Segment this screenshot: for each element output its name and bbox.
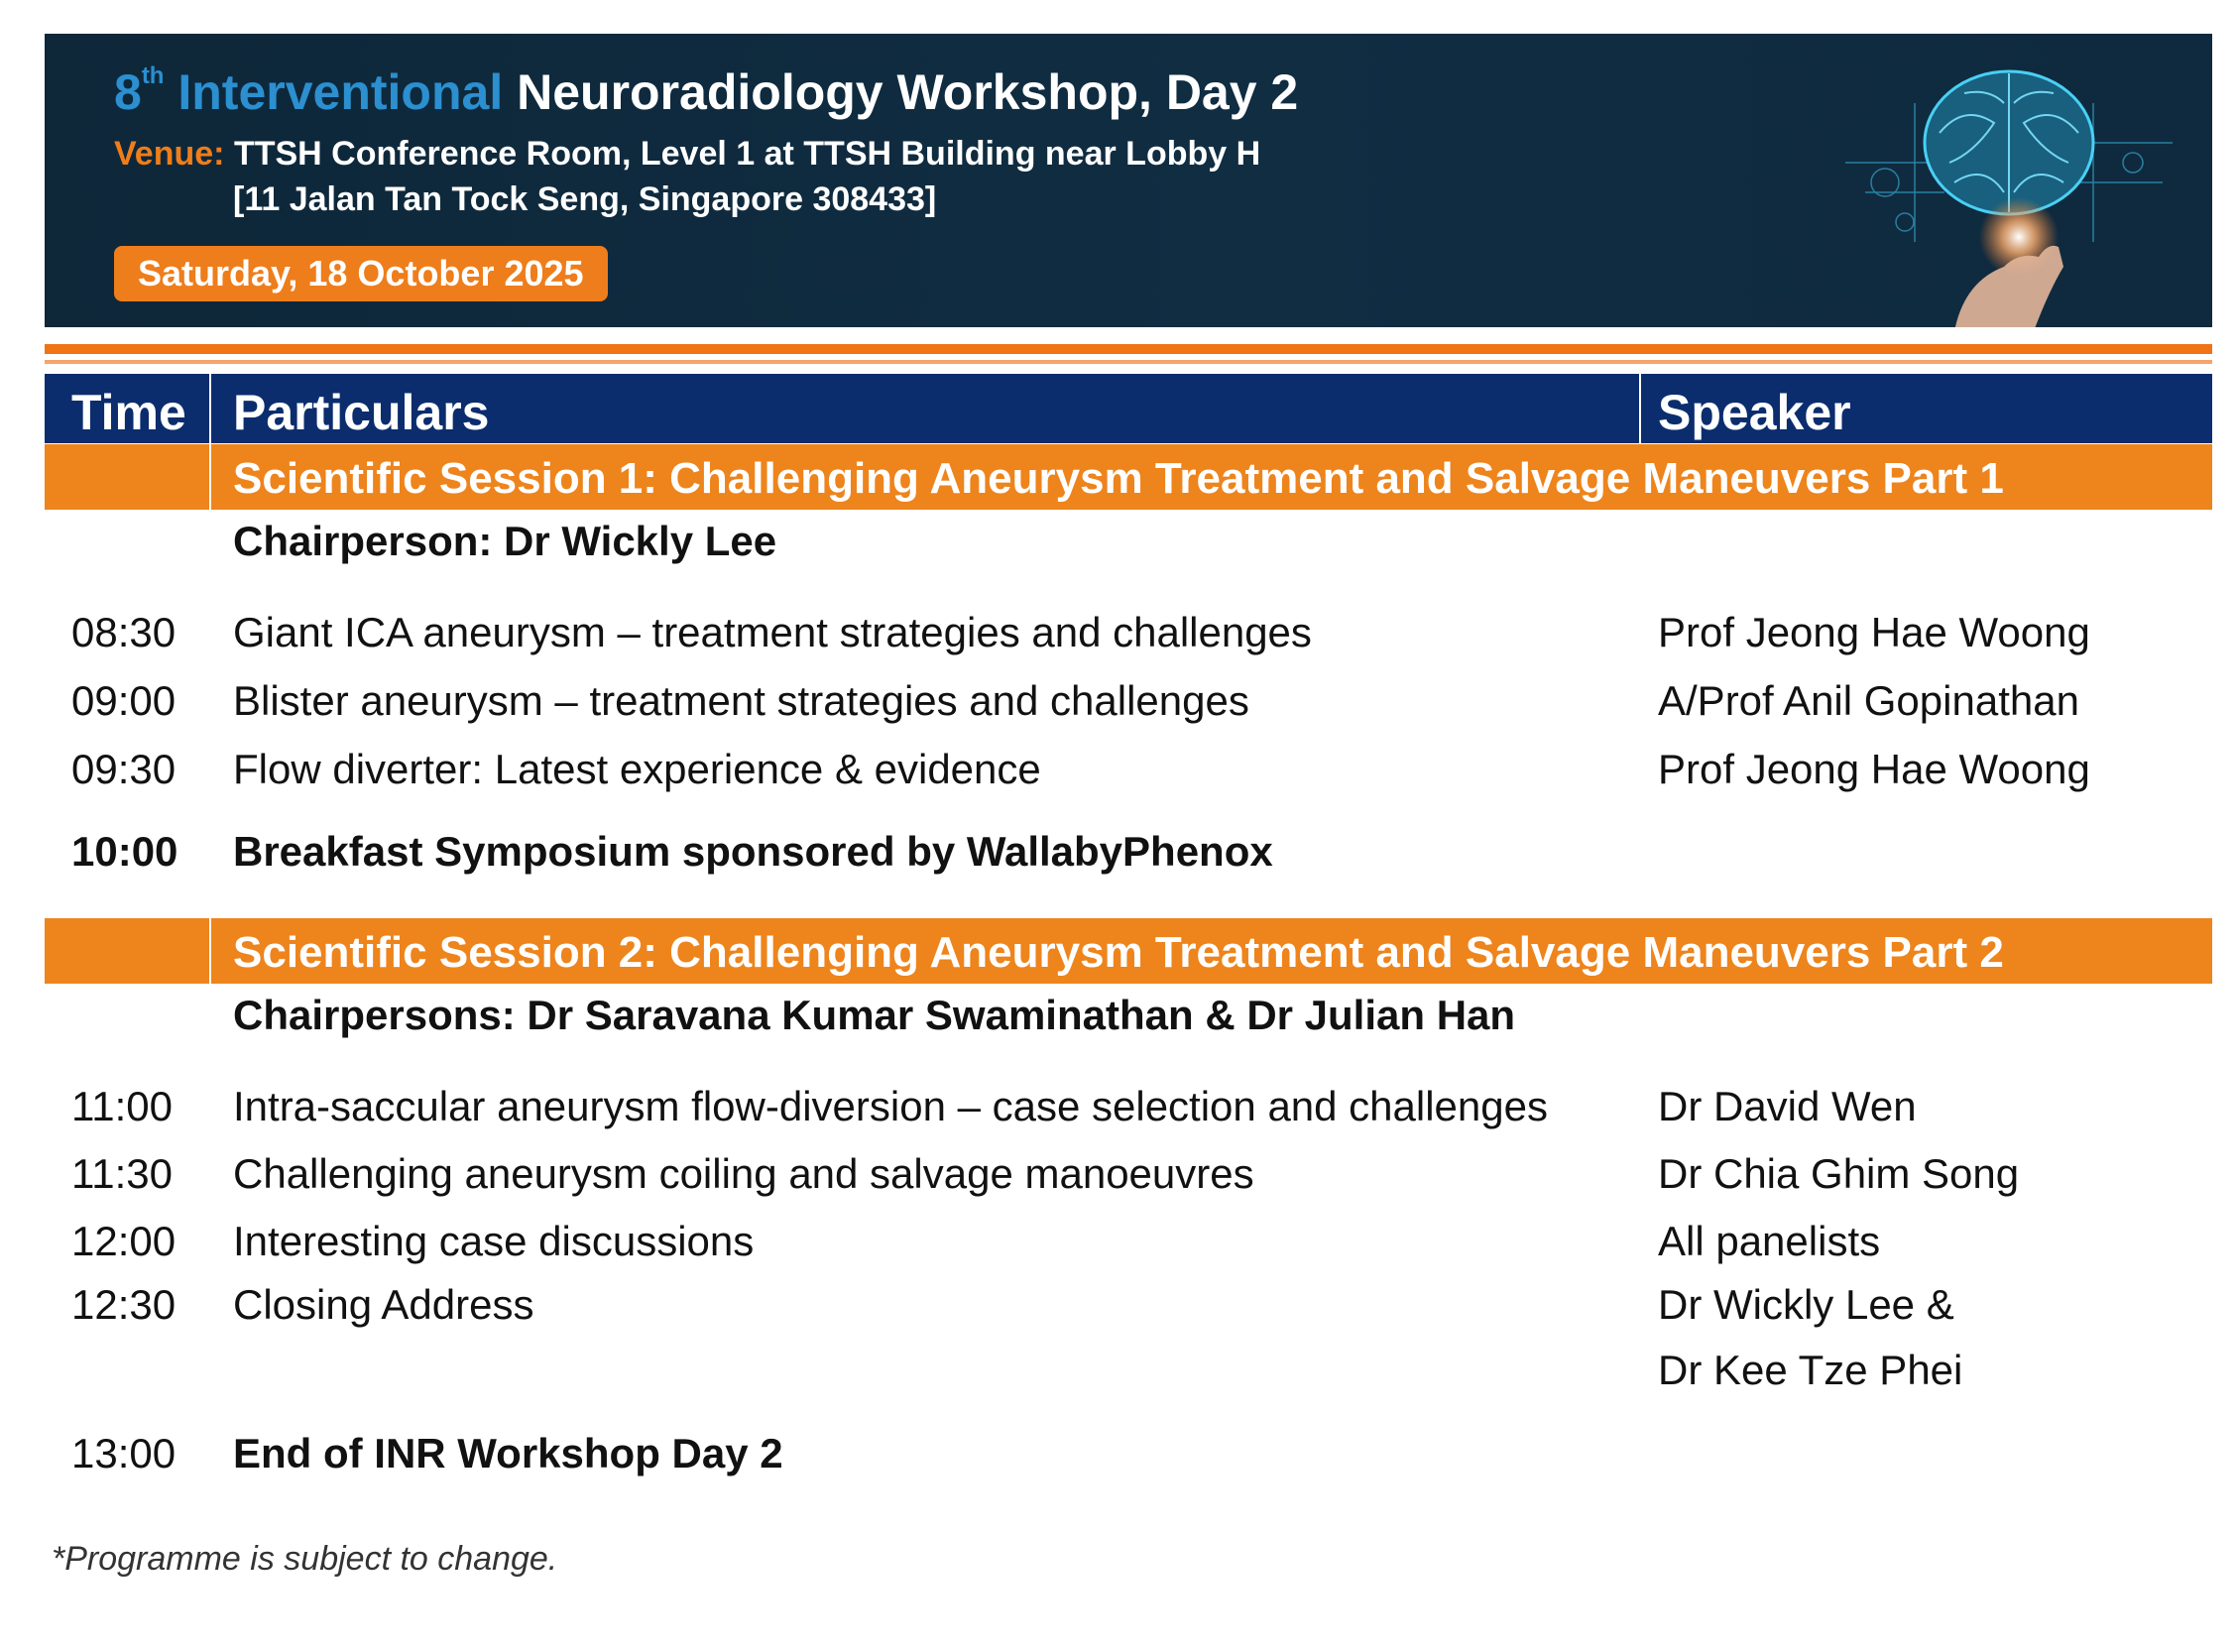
column-header-speaker: Speaker [1658, 385, 1851, 440]
row-speaker: Dr David Wen [1658, 1083, 1917, 1129]
column-header-particulars: Particulars [233, 385, 490, 440]
row-time: 09:00 [71, 677, 177, 724]
table-header [45, 374, 2212, 443]
row-particular: Closing Address [233, 1281, 534, 1328]
title-rest: Neuroradiology Workshop, Day 2 [517, 64, 1299, 120]
page-title [114, 63, 1298, 121]
row-particular: Intra-saccular aneurysm flow-diversion – case selection and challenges [233, 1083, 1548, 1129]
session-2-chair: Chairpersons: Dr Saravana Kumar Swaminathan & Dr Julian Han [233, 992, 1516, 1038]
brain-hand-icon [1845, 44, 2173, 327]
session-2-title: Scientific Session 2: Challenging Aneurysm Treatment and Salvage Maneuvers Part 2 [233, 928, 2004, 977]
row-time: 11:00 [71, 1083, 173, 1129]
row-time: 12:30 [71, 1281, 177, 1328]
orange-rule [45, 344, 2212, 354]
breakfast-time: 10:00 [71, 828, 178, 875]
row-particular: Interesting case discussions [233, 1218, 755, 1264]
session-1-title: Scientific Session 1: Challenging Aneurysm Treatment and Salvage Maneuvers Part 1 [233, 454, 2004, 503]
breakfast-title: Breakfast Symposium sponsored by WallabyPhenox [233, 828, 1273, 875]
date-badge: Saturday, 18 October 2025 [114, 246, 608, 301]
column-divider [1639, 374, 1641, 443]
row-time: 11:30 [71, 1150, 173, 1197]
title-superscript: th [141, 62, 165, 90]
title-accent: Interventional [177, 64, 504, 120]
row-particular: Flow diverter: Latest experience & evidence [233, 746, 1041, 792]
end-title: End of INR Workshop Day 2 [233, 1430, 783, 1476]
row-speaker: All panelists [1658, 1218, 1881, 1264]
column-divider [209, 444, 211, 510]
end-time: 13:00 [71, 1430, 177, 1476]
row-particular: Blister aneurysm – treatment strategies and challenges [233, 677, 1249, 724]
row-speaker: Prof Jeong Hae Woong [1658, 746, 2090, 792]
column-header-time: Time [71, 385, 186, 440]
footnote: *Programme is subject to change. [52, 1540, 558, 1578]
row-speaker-line2: Dr Kee Tze Phei [1658, 1347, 1963, 1393]
session-2-bar [45, 918, 2212, 984]
row-speaker: Dr Chia Ghim Song [1658, 1150, 2020, 1197]
session-1-chair: Chairperson: Dr Wickly Lee [233, 518, 777, 564]
venue-line2: [11 Jalan Tan Tock Seng, Singapore 308433] [233, 180, 937, 218]
venue-block [114, 131, 1260, 222]
row-particular: Giant ICA aneurysm – treatment strategies and challenges [233, 609, 1312, 655]
row-time: 09:30 [71, 746, 177, 792]
column-divider [209, 374, 211, 443]
row-particular: Challenging aneurysm coiling and salvage manoeuvres [233, 1150, 1254, 1197]
venue-line1: TTSH Conference Room, Level 1 at TTSH Building near Lobby H [233, 135, 1261, 173]
row-speaker: Prof Jeong Hae Woong [1658, 609, 2090, 655]
session-1-bar [45, 444, 2212, 510]
orange-rule-thin [45, 360, 2212, 364]
row-speaker: Dr Wickly Lee & [1658, 1281, 1954, 1328]
column-divider [209, 918, 211, 984]
header-banner [45, 34, 2212, 327]
row-speaker: A/Prof Anil Gopinathan [1658, 677, 2079, 724]
venue-label: Venue: [114, 135, 225, 173]
title-number: 8 [114, 64, 142, 120]
row-time: 08:30 [71, 609, 177, 655]
row-time: 12:00 [71, 1218, 177, 1264]
